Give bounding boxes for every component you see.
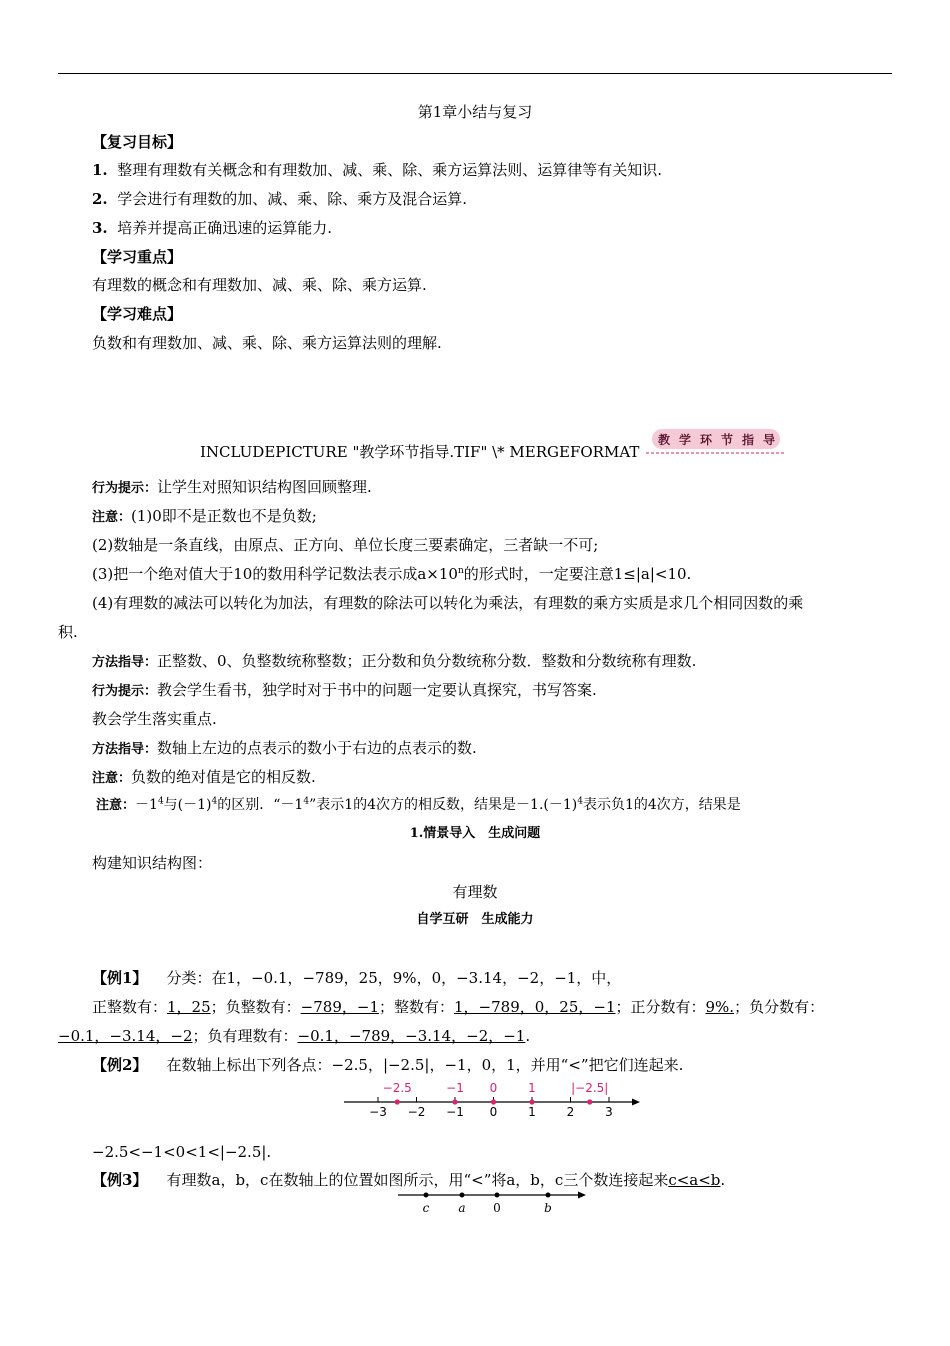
axis-point-label: 1 xyxy=(528,1081,536,1095)
note-2: (2)数轴是一条直线，由原点、正方向、单位长度三要素确定，三者缺一不可; xyxy=(92,536,599,554)
axis-point xyxy=(491,1099,496,1104)
note-4: (4)有理数的减法可以转化为加法，有理数的除法可以转化为乘法，有理数的乘方实质是求几个相同因数的乘 xyxy=(92,594,804,612)
banner-char: 指 xyxy=(741,433,755,447)
goal-3: 3. 培养并提高正确迅速的运算能力. xyxy=(92,219,332,237)
axis2-point xyxy=(495,1193,500,1198)
axis2-label: c xyxy=(422,1201,430,1215)
axis-point-label: −2.5 xyxy=(382,1081,412,1095)
heading-key: 【学习重点】 xyxy=(92,248,183,266)
teach-text: 教会学生落实重点. xyxy=(92,710,217,728)
axis-point-label: |−2.5| xyxy=(571,1081,609,1095)
axis2-label: b xyxy=(544,1201,552,1215)
note-abs: 注意：负数的绝对值是它的相反数. xyxy=(92,768,316,786)
hint-2: 行为提示：教会学生看书，独学时对于书中的问题一定要认真探究，书写答案. xyxy=(92,681,597,699)
axis2-point xyxy=(546,1193,551,1198)
example-1-answer-b: −0.1，−3.14，−2；负有理数有：−0.1，−789，−3.14，−2，−1. xyxy=(58,1027,531,1045)
example-2: 【例2】 在数轴上标出下列各点：−2.5，|−2.5|，−1，0，1，并用“<”把它们连起来. xyxy=(92,1056,684,1074)
banner-char: 教 xyxy=(657,433,671,447)
example-3: 【例3】 有理数a，b，c在数轴上的位置如图所示，用“<”将a，b，c三个数连接起来c<a<b. xyxy=(92,1171,726,1189)
number-line-2 xyxy=(396,1186,586,1216)
axis2-point xyxy=(424,1193,429,1198)
axis-point xyxy=(529,1099,534,1104)
goal-1: 1. 整理有理数有关概念和有理数加、减、乘、除、乘方运算法则、运算律等有关知识. xyxy=(92,161,662,179)
note-3: (3)把一个绝对值大于10的数用科学记数法表示成$a\times 10^n$的形式时，一定要注意1≤|a|<10. xyxy=(92,565,692,583)
example-1-answer-a: 正整数有：1，25；负整数有：−789，−1；整数有：1，−789，0，25，−1；正分数有：9%.；负分数有： xyxy=(92,998,825,1016)
heading-goal: 【复习目标】 xyxy=(92,133,183,151)
section-study: 自学互研 生成能力 xyxy=(416,912,534,927)
axis2-label: 0 xyxy=(493,1201,501,1215)
banner-char: 节 xyxy=(720,433,734,447)
axis2-label: a xyxy=(458,1201,466,1215)
axis-tick-label: −1 xyxy=(446,1105,464,1119)
key-text: 有理数的概念和有理数加、减、乘、除、乘方运算. xyxy=(92,276,427,294)
teaching-guide-banner xyxy=(646,428,786,456)
axis-point xyxy=(452,1099,457,1104)
note-power: 注意：$-1^4$与$(-1)^4$的区别．“$-1^4$”表示1的4次方的相反数，结果是$-1.(-1)^4$表示负1的4次方，结果是 xyxy=(96,796,741,813)
include-picture-field: INCLUDEPICTURE "教学环节指导.TIF" \* MERGEFORMAT xyxy=(200,443,640,461)
note-4-cont: 积. xyxy=(58,623,78,641)
method-1: 方法指导：正整数、0、负整数统称整数；正分数和负分数统称分数．整数和分数统称有理数. xyxy=(92,652,697,670)
axis-tick-label: 1 xyxy=(528,1105,536,1119)
axis-tick-label: 3 xyxy=(605,1105,613,1119)
example-2-answer: −2.5<−1<0<1<|−2.5|. xyxy=(92,1143,272,1161)
heading-difficulty: 【学习难点】 xyxy=(92,305,183,323)
note-1: 注意：(1)0即不是正数也不是负数; xyxy=(92,507,317,525)
structure-text: 构建知识结构图： xyxy=(92,854,213,872)
section-intro: 1.情景导入 生成问题 xyxy=(409,826,541,841)
difficulty-text: 负数和有理数加、减、乘、除、乘方运算法则的理解. xyxy=(92,334,442,352)
axis-point xyxy=(395,1099,400,1104)
method-2: 方法指导：数轴上左边的点表示的数小于右边的点表示的数. xyxy=(92,739,477,757)
banner-char: 导 xyxy=(762,433,776,447)
top-rule xyxy=(58,73,892,74)
axis-tick-label: 2 xyxy=(566,1105,575,1119)
example-1: 【例1】 分类：在1，−0.1，−789，25，9%，0，−3.14，−2，−1，中， xyxy=(92,969,622,987)
number-line-1 xyxy=(340,1076,640,1120)
banner-char: 环 xyxy=(699,433,713,447)
page-title: 第1章小结与复习 xyxy=(417,103,533,121)
axis-tick-label: −3 xyxy=(369,1105,387,1119)
hint-1: 行为提示：让学生对照知识结构图回顾整理. xyxy=(92,478,372,496)
banner-char: 学 xyxy=(678,433,692,447)
structure-center: 有理数 xyxy=(452,883,498,901)
axis-point-label: 0 xyxy=(489,1081,498,1095)
axis-point-label: −1 xyxy=(446,1081,464,1095)
axis-tick-label: 0 xyxy=(489,1105,498,1119)
goal-2: 2. 学会进行有理数的加、减、乘、除、乘方及混合运算. xyxy=(92,190,467,208)
axis-tick-label: −2 xyxy=(407,1105,426,1119)
axis-point xyxy=(587,1099,592,1104)
axis2-point xyxy=(460,1193,465,1198)
